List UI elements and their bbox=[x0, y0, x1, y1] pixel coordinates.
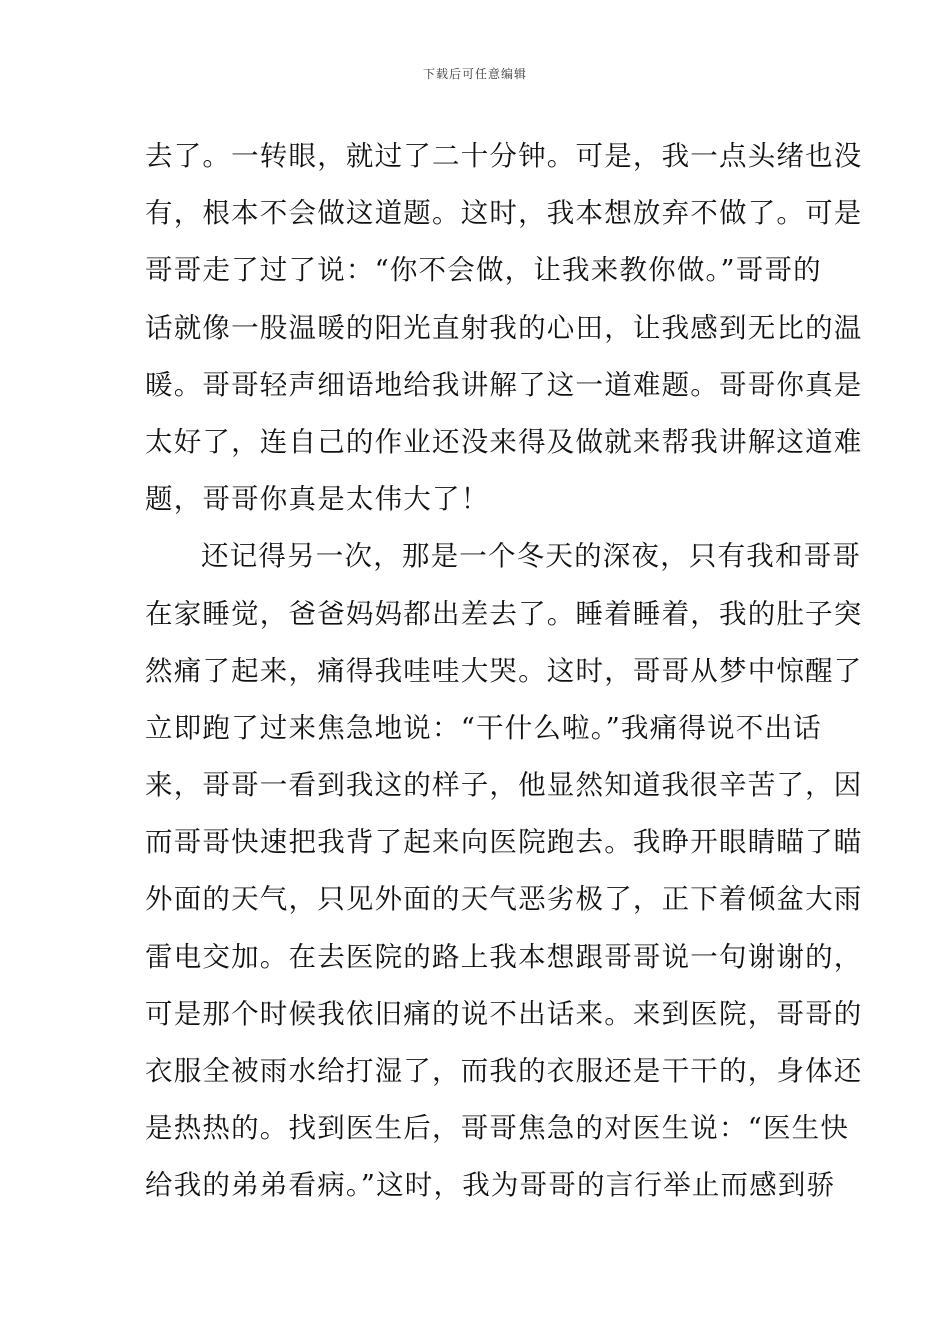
body-text bbox=[145, 128, 863, 1215]
text-line: 有，根本不会做这道题。这时，我本想放弃不做了。可是 bbox=[145, 197, 863, 230]
text-line: 太好了，连自己的作业还没来得及做就来帮我讲解这道难 bbox=[145, 425, 863, 458]
text-line: 立即跑了过来焦急地说：“干什么啦。”我痛得说不出话 bbox=[145, 711, 822, 744]
text-line: 可是那个时候我依旧痛的说不出话来。来到医院，哥哥的 bbox=[145, 997, 863, 1030]
text-line: 然痛了起来，痛得我哇哇大哭。这时，哥哥从梦中惊醒了 bbox=[145, 654, 863, 687]
page-header: 下载后可任意编辑 bbox=[422, 67, 527, 81]
paragraph-first-line: 还记得另一次，那是一个冬天的深夜，只有我和哥哥 bbox=[201, 540, 862, 573]
text-line: 话就像一股温暖的阳光直射我的心田，让我感到无比的温 bbox=[145, 311, 863, 344]
text-line: 题，哥哥你真是太伟大了！ bbox=[145, 483, 490, 516]
text-line: 外面的天气，只见外面的天气恶劣极了，正下着倾盆大雨 bbox=[145, 883, 863, 916]
text-line: 去了。一转眼，就过了二十分钟。可是，我一点头绪也没 bbox=[145, 140, 863, 172]
text-line: 哥哥走了过了说：“你不会做，让我来教你做。”哥哥的 bbox=[145, 254, 822, 287]
text-line: 是热热的。找到医生后，哥哥焦急的对医生说：“医生快 bbox=[145, 1112, 850, 1145]
text-line: 来，哥哥一看到我这的样子，他显然知道我很辛苦了，因 bbox=[145, 769, 863, 802]
text-line: 雷电交加。在去医院的路上我本想跟哥哥说一句谢谢的， bbox=[145, 940, 863, 973]
text-line: 而哥哥快速把我背了起来向医院跑去。我睁开眼睛瞄了瞄 bbox=[145, 826, 863, 859]
text-line: 衣服全被雨水给打湿了，而我的衣服还是干干的，身体还 bbox=[145, 1055, 863, 1087]
text-line: 在家睡觉，爸爸妈妈都出差去了。睡着睡着，我的肚子突 bbox=[145, 597, 863, 630]
text-line: 给我的弟弟看病。”这时，我为哥哥的言行举止而感到骄 bbox=[145, 1169, 836, 1202]
text-line: 暖。哥哥轻声细语地给我讲解了这一道难题。哥哥你真是 bbox=[145, 368, 863, 401]
